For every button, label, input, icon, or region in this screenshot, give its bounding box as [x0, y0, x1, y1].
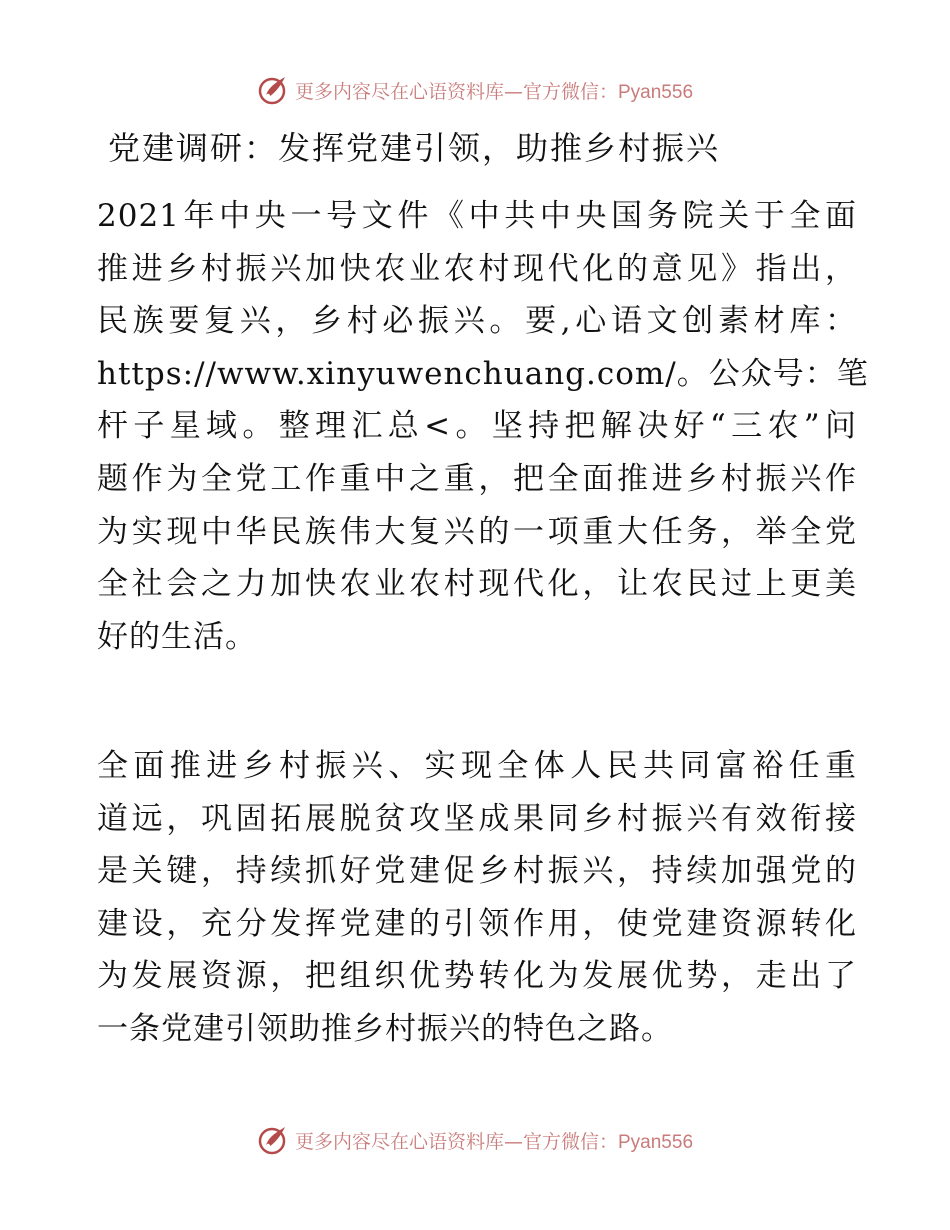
watermark-text: 更多内容尽在心语资料库—官方微信：: [294, 1130, 618, 1153]
text-line: 一条党建引领助推乡村振兴的特色之路。: [97, 1010, 673, 1047]
text-line: https://www.xinyuwenchuang.com/。公众号：笔: [97, 355, 869, 392]
document-title: 党建调研：发挥党建引领，助推乡村振兴: [108, 129, 721, 167]
text-line: 全社会之力加快农业农村现代化，让农民过上更美: [97, 566, 857, 603]
brand-logo-icon: [257, 73, 291, 107]
footer-watermark: [0, 1120, 950, 1160]
text-line: 好的生活。: [97, 618, 257, 655]
paragraph-2: [97, 740, 857, 1056]
text-line: 推进乡村振兴加快农业农村现代化的意见》指出，: [97, 250, 857, 287]
text-line: 为发展资源，把组织优势转化为发展优势，走出了: [97, 958, 857, 995]
header-watermark: [0, 70, 950, 110]
text-line: 建设，充分发挥党建的引领作用，使党建资源转化: [97, 905, 857, 942]
watermark-wechat-id: Pyan556: [618, 81, 694, 103]
text-line: 题作为全党工作重中之重，把全面推进乡村振兴作: [97, 460, 857, 497]
text-line: 道远，巩固拓展脱贫攻坚成果同乡村振兴有效衔接: [97, 800, 857, 837]
text-line: 为实现中华民族伟大复兴的一项重大任务，举全党: [97, 513, 857, 550]
watermark-text: 更多内容尽在心语资料库—官方微信：: [294, 80, 618, 103]
text-line: 2021年中央一号文件《中共中央国务院关于全面: [97, 198, 857, 234]
text-line: 民族要复兴，乡村必振兴。要,心语文创素材库：: [97, 303, 857, 340]
text-line: 是关键，持续抓好党建促乡村振兴，持续加强党的: [97, 853, 857, 890]
text-line: 全面推进乡村振兴、实现全体人民共同富裕任重: [97, 748, 857, 784]
watermark-wechat-id: Pyan556: [618, 1131, 694, 1153]
paragraph-1: [97, 190, 869, 663]
text-line: 杆子星域。整理汇总<。坚持把解决好“三农”问: [97, 408, 857, 445]
brand-logo-icon: [257, 1123, 291, 1157]
